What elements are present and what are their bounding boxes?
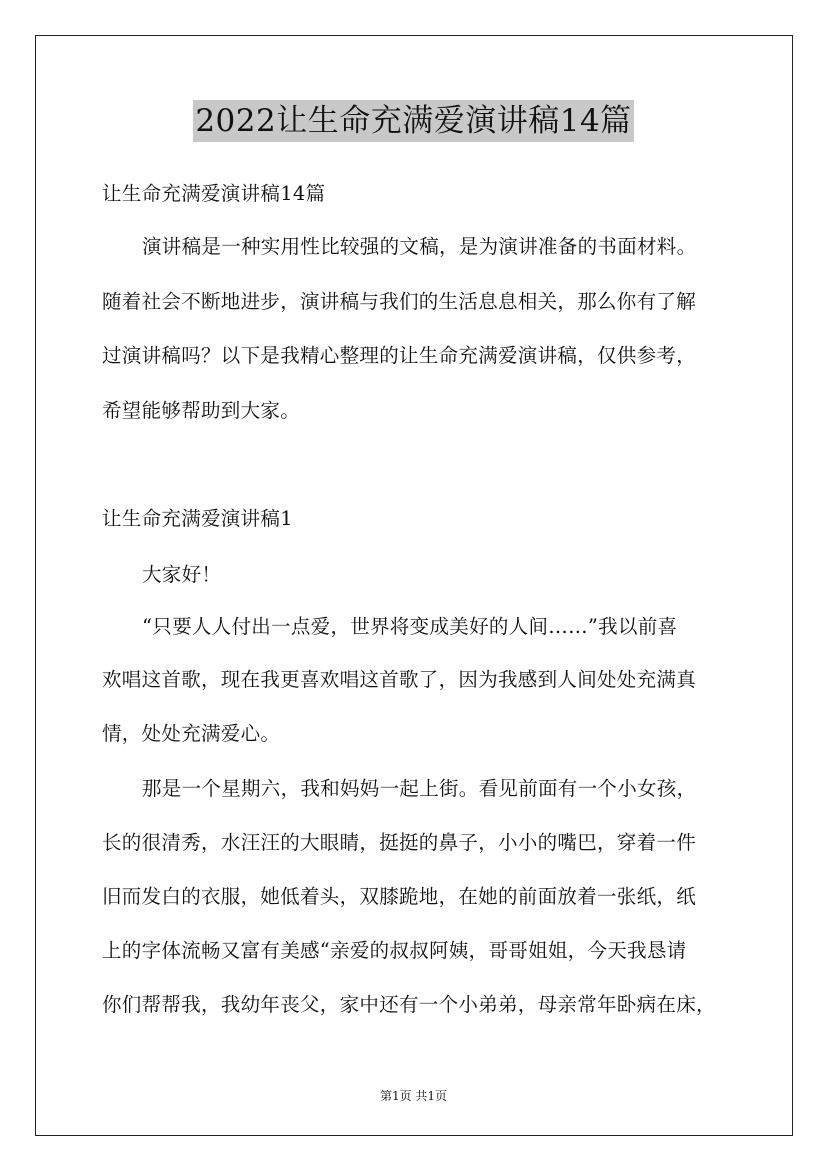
- paragraph-line: 上的字体流畅又富有美感“亲爱的叔叔阿姨，哥哥姐姐，今天我恳请: [102, 939, 687, 962]
- paragraph-line: 旧而发白的衣服，她低着头，双膝跪地，在她的前面放着一张纸，纸: [102, 885, 697, 908]
- paragraph-line: 你们帮帮我，我幼年丧父，家中还有一个小弟弟，母亲常年卧病在床，: [102, 993, 716, 1016]
- document-subtitle: 让生命充满爱演讲稿14篇: [102, 182, 326, 205]
- paragraph-line: 情，处处充满爱心。: [102, 722, 281, 745]
- document-title: 2022让生命充满爱演讲稿14篇: [193, 100, 633, 142]
- intro-line: 随着社会不断地进步，演讲稿与我们的生活息息相关，那么你有了解: [102, 290, 697, 313]
- paragraph-line: 那是一个星期六，我和妈妈一起上街。看见前面有一个小女孩，: [142, 777, 697, 800]
- paragraph-line: 长的很清秀，水汪汪的大眼睛，挺挺的鼻子，小小的嘴巴，穿着一件: [102, 831, 697, 854]
- greeting: 大家好！: [142, 563, 222, 586]
- paragraph-line: “只要人人付出一点爱，世界将变成美好的人间……”我以前喜: [142, 615, 678, 638]
- intro-line: 演讲稿是一种实用性比较强的文稿，是为演讲准备的书面材料。: [142, 235, 697, 258]
- page-number-footer: 第1页 共1页: [379, 1089, 448, 1103]
- title-container: [0, 100, 827, 142]
- intro-line: 希望能够帮助到大家。: [102, 399, 301, 422]
- intro-line: 过演讲稿吗？以下是我精心整理的让生命充满爱演讲稿，仅供参考，: [102, 344, 697, 367]
- paragraph-line: 欢唱这首歌，现在我更喜欢唱这首歌了，因为我感到人间处处充满真: [102, 668, 697, 691]
- section-heading: 让生命充满爱演讲稿1: [102, 507, 293, 530]
